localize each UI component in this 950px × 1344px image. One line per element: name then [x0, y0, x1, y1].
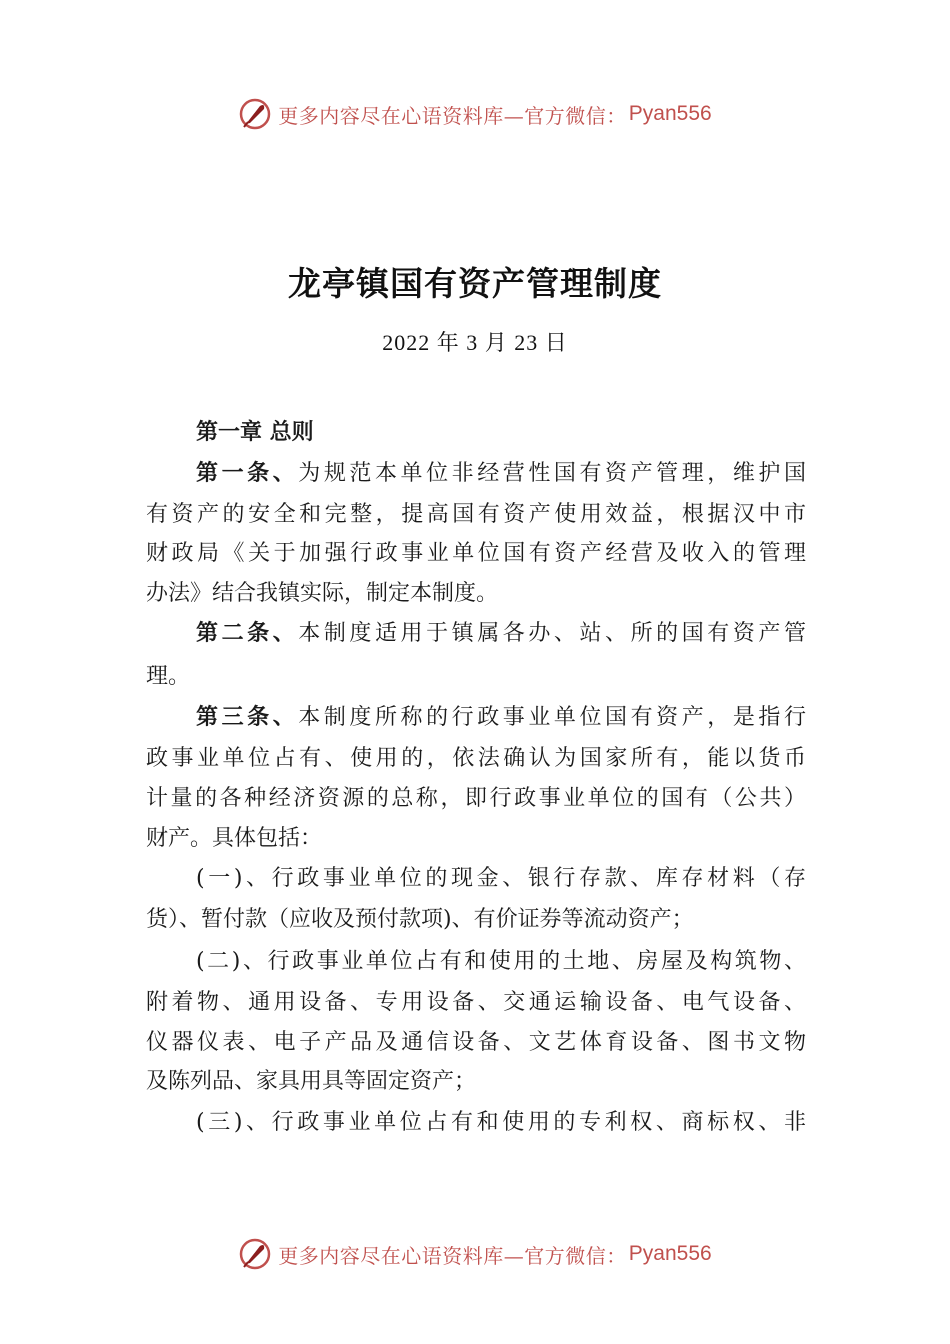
article-2-line-1: [196, 619, 806, 649]
banner-text: 更多内容尽在心语资料库—官方微信：: [278, 1243, 627, 1268]
item-2-line-3: 仪器仪表、电子产品及通信设备、文艺体育设备、图书文物: [146, 1030, 806, 1055]
banner-wechat-id: Pyan556: [628, 102, 712, 125]
article-3-line-2: 政事业单位占有、使用的，依法确认为国家所有，能以货币: [146, 746, 806, 771]
article-1-line-3: 财政局《关于加强行政事业单位国有资产经营及收入的管理: [146, 541, 806, 566]
article-2-text: 本制度适用于镇属各办、站、所的国有资产管: [298, 621, 806, 646]
item-2-line-2: 附着物、通用设备、专用设备、交通运输设备、电气设备、: [146, 990, 806, 1015]
banner-wechat-id: Pyan556: [628, 1242, 712, 1265]
article-3-text: 本制度所称的行政事业单位国有资产，是指行: [298, 705, 806, 730]
article-3-label: 第三条、: [196, 705, 299, 730]
article-3-line-1: [196, 703, 806, 733]
article-2-line-2: 理。: [146, 664, 191, 689]
article-1-label: 第一条、: [196, 461, 299, 486]
document-date: 2022 年 3 月 23 日: [382, 330, 568, 355]
quill-pen-logo-icon: [238, 1237, 272, 1271]
article-1-line-1: [196, 459, 806, 489]
document-title: 龙亭镇国有资产管理制度: [288, 264, 662, 303]
article-1-line-4: 办法》结合我镇实际，制定本制度。: [146, 581, 499, 606]
footer-watermark-banner: [0, 1234, 950, 1274]
banner-text: 更多内容尽在心语资料库—官方微信：: [278, 103, 627, 128]
item-1-line-1: (一)、行政事业单位的现金、银行存款、库存材料（存: [196, 866, 806, 891]
item-1-line-2: 货）、暂付款（应收及预付款项)、有价证券等流动资产；: [146, 907, 694, 932]
article-1-line-2: 有资产的安全和完整，提高国有资产使用效益，根据汉中市: [146, 502, 806, 527]
item-2-line-4: 及陈列品、家具用具等固定资产；: [146, 1069, 477, 1094]
article-3-line-4: 财产。具体包括：: [146, 826, 323, 851]
chapter-heading: 第一章 总则: [196, 420, 314, 445]
article-1-text: 为规范本单位非经营性国有资产管理，维护国: [298, 461, 806, 486]
quill-pen-logo-icon: [238, 97, 272, 131]
article-2-label: 第二条、: [196, 621, 299, 646]
item-2-line-1: (二)、行政事业单位占有和使用的土地、房屋及构筑物、: [196, 949, 806, 974]
header-watermark-banner: [0, 94, 950, 134]
item-3-line-1: (三)、行政事业单位占有和使用的专利权、商标权、非: [196, 1110, 806, 1135]
article-3-line-3: 计量的各种经济资源的总称，即行政事业单位的国有（公共）: [146, 786, 806, 811]
